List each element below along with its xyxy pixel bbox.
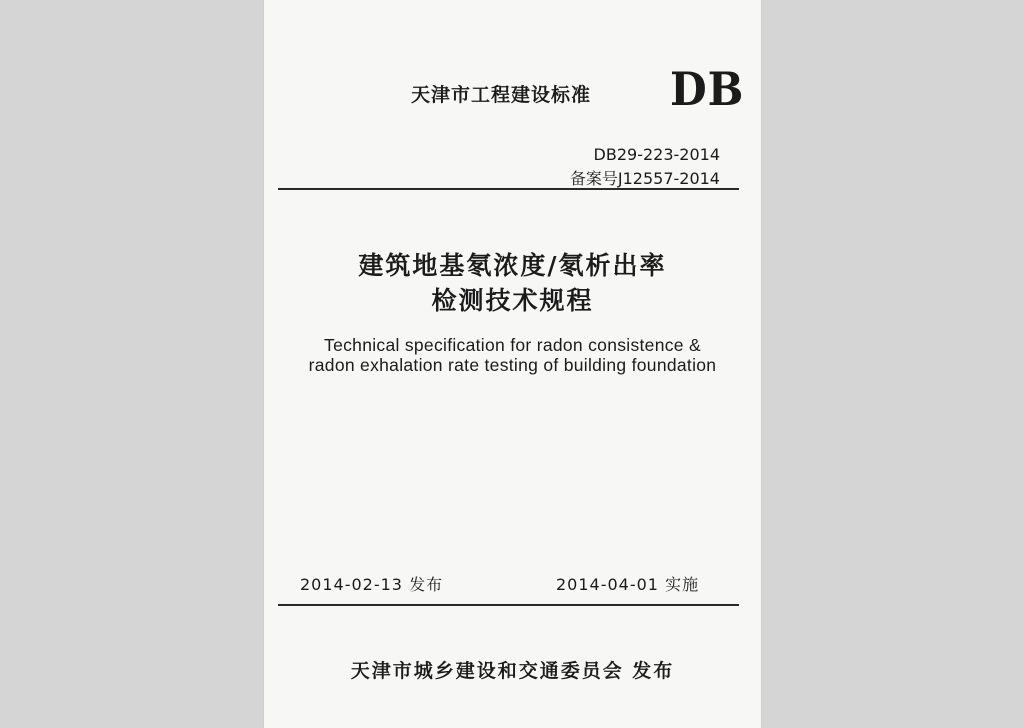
title-cn-line-2: 检测技术规程 (431, 286, 594, 315)
document-page (264, 0, 761, 728)
title-en-line-2: radon exhalation rate testing of building foundation (308, 355, 717, 375)
standard-number: DB29-223-2014 (593, 145, 720, 164)
top-divider (278, 188, 739, 190)
standard-type: 天津市工程建设标准 (411, 84, 592, 106)
title-en-line-1: Technical specification for radon consistence & (324, 335, 701, 355)
implementation-date: 2014-04-01 实施 (556, 575, 700, 594)
bottom-divider (278, 604, 739, 606)
db-logo: DB (670, 62, 745, 116)
issue-date: 2014-02-13 发布 (300, 575, 444, 594)
title-cn-line-1: 建筑地基氡浓度/氡析出率 (358, 251, 667, 280)
publisher: 天津市城乡建设和交通委员会 发布 (350, 660, 675, 682)
filing-number: 备案号J12557-2014 (569, 169, 720, 188)
